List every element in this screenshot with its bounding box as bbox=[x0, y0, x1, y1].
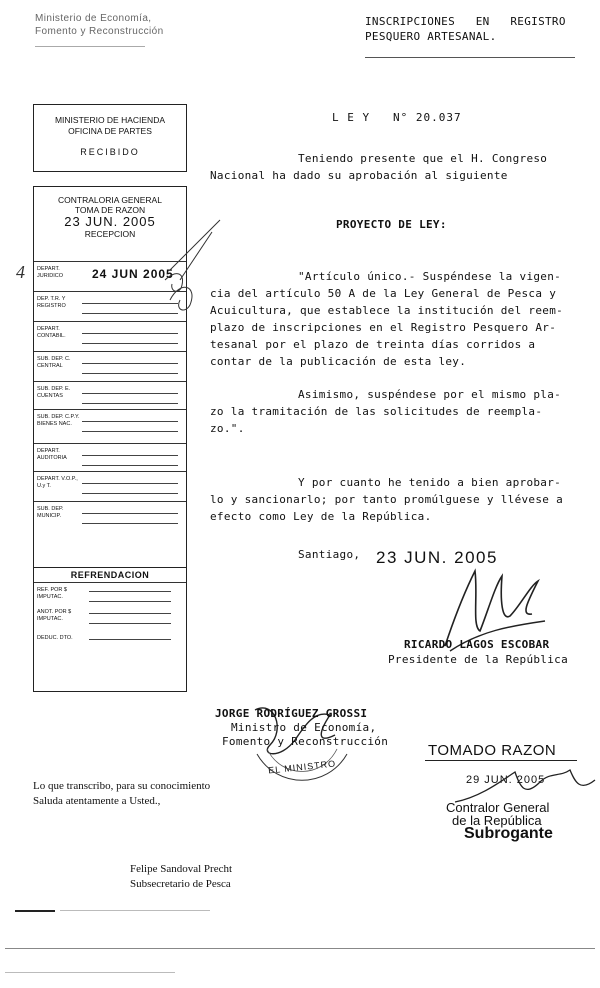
subject-line2: PESQUERO ARTESANAL. bbox=[365, 30, 497, 43]
law-title: L E Y N° 20.037 bbox=[332, 111, 462, 124]
article-line: Acuicultura, que establece la institución del reem- bbox=[210, 304, 564, 317]
stamp-row: SUB. DEP. MUNICIP. bbox=[34, 501, 186, 565]
subject-rule bbox=[365, 57, 575, 58]
contraloria-line1: CONTRALORIA GENERAL bbox=[58, 195, 162, 205]
president-name: RICARDO LAGOS ESCOBAR bbox=[404, 638, 550, 651]
closing-paragraph bbox=[210, 474, 585, 525]
hacienda-line2: OFICINA DE PARTES bbox=[68, 126, 152, 136]
header-rule-left bbox=[35, 46, 145, 47]
toma-razon-line1: Contralor General bbox=[446, 800, 550, 815]
minister-name: JORGE RODRÍGUEZ GROSSI bbox=[215, 707, 368, 720]
president-title: Presidente de la República bbox=[388, 653, 568, 666]
ministry-line2: Fomento y Reconstrucción bbox=[35, 26, 164, 37]
second-paragraph bbox=[210, 386, 585, 437]
hacienda-status: RECIBIDO bbox=[80, 147, 140, 157]
stamp-row: DEPART. V.O.P., U.y T. bbox=[34, 471, 186, 501]
second-line: Asimismo, suspéndese por el mismo pla- bbox=[298, 388, 562, 401]
scan-rule bbox=[5, 972, 175, 973]
closing-line: lo y sancionarlo; por tanto promúlguese y llévese a bbox=[210, 493, 564, 506]
contraloria-line2: TOMA DE RAZON bbox=[74, 205, 146, 215]
scan-rule bbox=[5, 948, 595, 949]
seal-text: EL MINISTRO bbox=[267, 758, 337, 776]
stamp-row: SUB. DEP. C. CENTRAL bbox=[34, 351, 186, 381]
closing-line: efecto como Ley de la República. bbox=[210, 510, 432, 523]
dept-date-stamp: 24 JUN 2005 bbox=[92, 267, 174, 281]
ministry-line1: Ministerio de Economía, bbox=[35, 13, 152, 24]
promulgation-date-stamp: 23 JUN. 2005 bbox=[376, 548, 498, 567]
scan-rule bbox=[60, 910, 210, 911]
article-line: "Artículo único.- Suspéndese la vigen- bbox=[298, 270, 562, 283]
stamp-row: DEPART. AUDITORIA bbox=[34, 443, 186, 471]
subject-header bbox=[365, 14, 566, 44]
ministry-header bbox=[35, 12, 164, 38]
place: Santiago, bbox=[298, 548, 361, 561]
refrendacion-row: REF. POR $ IMPUTAC. bbox=[37, 587, 185, 609]
intro-paragraph bbox=[210, 150, 580, 184]
stamp-row: DEPART. CONTABIL. bbox=[34, 321, 186, 351]
toma-razon-rule bbox=[425, 760, 577, 761]
minister-title1: Ministro de Economía, bbox=[231, 721, 377, 734]
stamp-row: DEP. T.R. Y REGISTRO bbox=[34, 291, 186, 321]
toma-razon-date: 29 JUN. 2005 bbox=[466, 774, 546, 786]
signer-name: Felipe Sandoval Precht bbox=[130, 863, 233, 875]
stamp-row: SUB. DEP. E. CUENTAS bbox=[34, 381, 186, 409]
contraloria-line3: RECEPCION bbox=[84, 229, 136, 239]
toma-razon-line3: Subrogante bbox=[464, 825, 553, 842]
toma-razon-line2: de la República bbox=[452, 813, 542, 828]
refrendacion-header: REFRENDACION bbox=[34, 567, 186, 583]
stamp-row: SUB. DEP. C.P.Y. BIENES NAC. bbox=[34, 409, 186, 443]
second-line: zo.". bbox=[210, 422, 245, 435]
signer-title: Subsecretario de Pesca bbox=[130, 878, 231, 890]
minister-title2: Fomento y Reconstrucción bbox=[222, 735, 389, 748]
transcription-line1: Lo que transcribo, para su conocimiento bbox=[33, 780, 211, 792]
second-line: zo la tramitación de las solicitudes de reempla- bbox=[210, 405, 543, 418]
side-mark: 4 bbox=[16, 262, 25, 282]
refrendacion-row: DEDUC. DTO. bbox=[37, 635, 185, 655]
intro-line1: Teniendo presente que el H. Congreso bbox=[298, 152, 548, 165]
article-paragraph bbox=[210, 268, 585, 370]
toma-razon-heading: TOMADO RAZON bbox=[428, 742, 557, 759]
refrendacion-rows bbox=[37, 587, 185, 655]
subject-line1: INSCRIPCIONES EN REGISTRO bbox=[365, 15, 566, 28]
project-title: PROYECTO DE LEY: bbox=[336, 218, 447, 231]
closing-line: Y por cuanto he tenido a bien aprobar- bbox=[298, 476, 562, 489]
article-line: cia del artículo 50 A de la Ley General de Pesca y bbox=[210, 287, 557, 300]
refrendacion-row: ANOT. POR $ IMPUTAC. bbox=[37, 609, 185, 635]
hacienda-line1: MINISTERIO DE HACIENDA bbox=[54, 115, 166, 125]
transcription-line2: Saluda atentamente a Usted., bbox=[33, 795, 161, 807]
stamp-row: DEPART. JURIDICO 24 JUN 2005 bbox=[34, 261, 186, 291]
article-line: tesanal por el plazo de treinta días corridos a bbox=[210, 338, 536, 351]
article-line: contar de la publicación de esta ley. bbox=[210, 355, 467, 368]
scan-rule bbox=[15, 910, 55, 912]
contraloria-date: 23 JUN. 2005 bbox=[64, 214, 156, 229]
hacienda-stamp bbox=[33, 104, 187, 172]
intro-line2: Nacional ha dado su aprobación al siguiente bbox=[210, 169, 508, 182]
article-line: plazo de inscripciones en el Registro Pesquero Ar- bbox=[210, 321, 557, 334]
